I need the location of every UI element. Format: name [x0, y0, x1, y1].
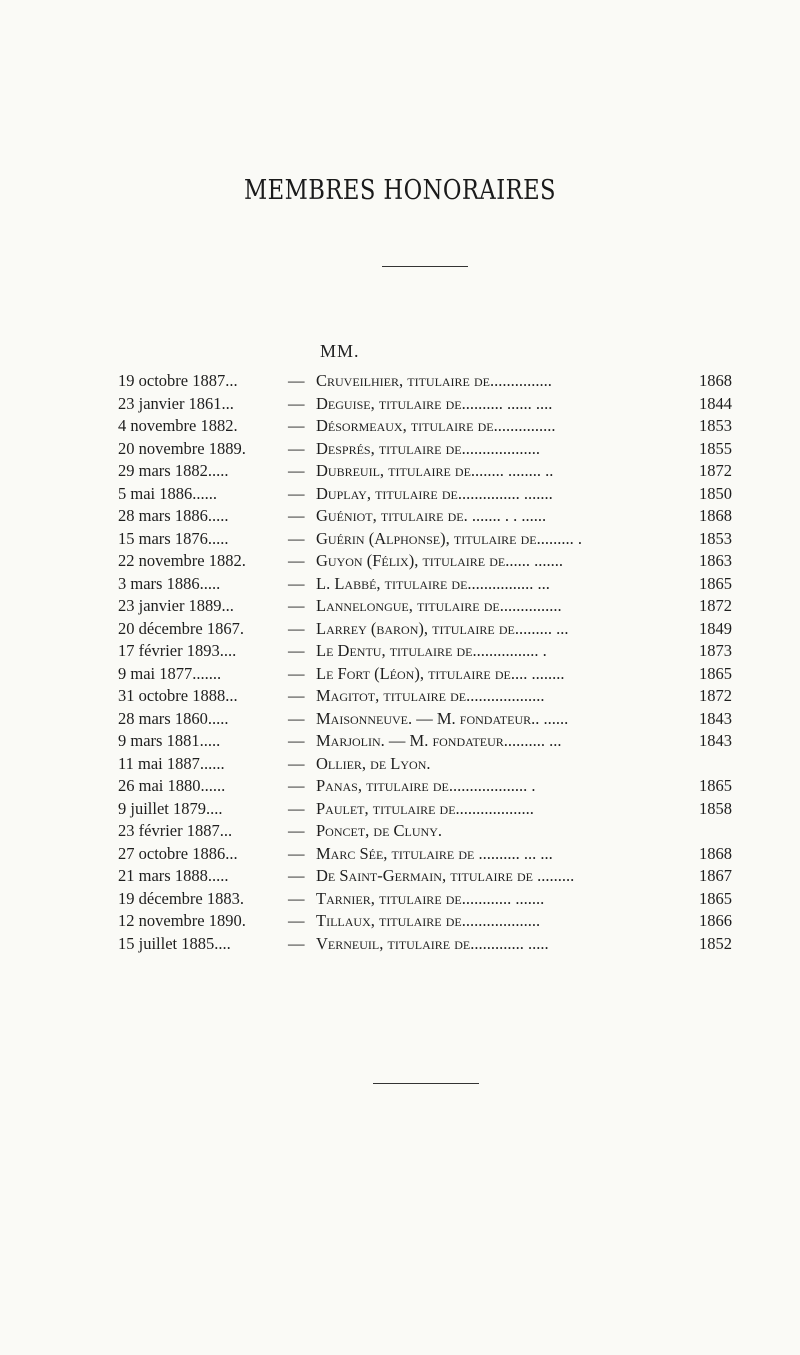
titular-year: 1865 — [699, 573, 732, 593]
member-row — [0, 573, 800, 596]
member-entry: Marc Sée, titulaire de .......... ... ... — [316, 843, 553, 863]
admission-date: 9 juillet 1879.... — [118, 798, 223, 818]
titular-year: 1855 — [699, 438, 732, 458]
admission-date: 20 décembre 1867. — [118, 618, 244, 638]
member-row — [0, 865, 800, 888]
member-entry: Tillaux, titulaire de................... — [316, 911, 541, 930]
separator-dash: — — [288, 663, 305, 683]
member-row — [0, 933, 800, 956]
member-entry: Le Fort (Léon), titulaire de.... ........ — [316, 663, 565, 683]
member-row — [0, 438, 800, 461]
separator-dash: — — [288, 506, 305, 525]
member-row — [0, 550, 800, 573]
member-entry: Tarnier, titulaire de............ ....... — [316, 888, 545, 908]
member-row — [0, 843, 800, 866]
member-row — [0, 775, 800, 798]
member-entry: Panas, titulaire de................... . — [316, 776, 536, 795]
separator-dash: — — [288, 821, 305, 840]
admission-date: 31 octobre 1888... — [118, 686, 238, 705]
separator-dash: — — [288, 461, 305, 480]
separator-dash: — — [288, 731, 305, 750]
admission-date: 19 décembre 1883. — [118, 888, 244, 908]
member-row — [0, 415, 800, 438]
member-entry: Paulet, titulaire de................... — [316, 798, 534, 818]
titular-year: 1844 — [699, 393, 732, 413]
member-entry: Lannelongue, titulaire de............... — [316, 596, 562, 615]
admission-date: 26 mai 1880...... — [118, 776, 226, 795]
member-row — [0, 910, 800, 933]
titular-year: 1865 — [699, 888, 732, 908]
member-entry: Marjolin. — M. fondateur.......... ... — [316, 731, 562, 750]
member-row — [0, 798, 800, 821]
member-entry: Guéniot, titulaire de. ....... . . ...... — [316, 506, 547, 525]
separator-dash: — — [288, 393, 305, 413]
separator-dash: — — [288, 776, 305, 795]
member-row — [0, 753, 800, 776]
member-entry: Deguise, titulaire de.......... ...... .... — [316, 393, 553, 413]
member-row — [0, 595, 800, 618]
separator-dash: — — [288, 753, 305, 773]
member-entry: Maisonneuve. — M. fondateur.. ...... — [316, 708, 569, 728]
titular-year: 1843 — [699, 731, 732, 750]
member-entry: Cruveilhier, titulaire de............... — [316, 371, 552, 390]
titular-year: 1858 — [699, 798, 732, 818]
admission-date: 23 janvier 1889... — [118, 596, 234, 615]
separator-dash: — — [288, 573, 305, 593]
titular-year: 1872 — [699, 461, 732, 480]
admission-date: 9 mai 1877....... — [118, 663, 222, 683]
titular-year: 1852 — [699, 933, 732, 953]
admission-date: 22 novembre 1882. — [118, 551, 246, 570]
separator-dash: — — [288, 596, 305, 615]
member-entry: L. Labbé, titulaire de................ ... — [316, 573, 550, 593]
page-title: MEMBRES HONORAIRES — [243, 175, 557, 206]
admission-date: 17 février 1893.... — [118, 641, 237, 660]
admission-date: 11 mai 1887...... — [118, 753, 225, 773]
member-row — [0, 528, 800, 551]
titular-year: 1868 — [699, 371, 732, 390]
separator-dash: — — [288, 843, 305, 863]
titular-year: 1865 — [699, 663, 732, 683]
titular-year: 1843 — [699, 708, 732, 728]
member-row — [0, 505, 800, 528]
titular-year: 1867 — [699, 866, 732, 885]
admission-date: 4 novembre 1882. — [118, 416, 238, 435]
titular-year: 1850 — [699, 483, 732, 503]
separator-dash: — — [288, 371, 305, 390]
member-row — [0, 730, 800, 753]
separator-dash: — — [288, 528, 305, 548]
titular-year: 1868 — [699, 843, 732, 863]
member-entry: Ollier, de Lyon. — [316, 753, 431, 773]
admission-date: 21 mars 1888..... — [118, 866, 229, 885]
titular-year: 1849 — [699, 618, 732, 638]
titular-year: 1868 — [699, 506, 732, 525]
separator-dash: — — [288, 438, 305, 458]
admission-date: 9 mars 1881..... — [118, 731, 221, 750]
admission-date: 19 octobre 1887... — [118, 371, 238, 390]
member-row — [0, 663, 800, 686]
separator-dash: — — [288, 416, 305, 435]
admission-date: 15 mars 1876..... — [118, 528, 229, 548]
member-row — [0, 370, 800, 393]
admission-date: 29 mars 1882..... — [118, 461, 229, 480]
titular-year: 1865 — [699, 776, 732, 795]
separator-dash: — — [288, 551, 305, 570]
member-row — [0, 888, 800, 911]
admission-date: 15 juillet 1885.... — [118, 933, 231, 953]
separator-dash: — — [288, 641, 305, 660]
member-entry: Guyon (Félix), titulaire de...... ....... — [316, 551, 563, 570]
member-entry: Després, titulaire de................... — [316, 438, 540, 458]
separator-dash: — — [288, 933, 305, 953]
member-row — [0, 483, 800, 506]
titular-year: 1872 — [699, 686, 732, 705]
separator-dash: — — [288, 708, 305, 728]
separator-dash: — — [288, 483, 305, 503]
member-row — [0, 640, 800, 663]
member-row — [0, 685, 800, 708]
titular-year: 1866 — [699, 911, 732, 930]
separator-dash: — — [288, 911, 305, 930]
member-entry: Larrey (baron), titulaire de......... ... — [316, 618, 569, 638]
member-entry: Le Dentu, titulaire de................ . — [316, 641, 547, 660]
titular-year: 1873 — [699, 641, 732, 660]
member-entry: Dubreuil, titulaire de........ ........ .. — [316, 461, 554, 480]
admission-date: 23 janvier 1861... — [118, 393, 234, 413]
admission-date: 28 mars 1860..... — [118, 708, 229, 728]
titular-year: 1863 — [699, 551, 732, 570]
titular-year: 1853 — [699, 416, 732, 435]
separator-dash: — — [288, 618, 305, 638]
member-row — [0, 618, 800, 641]
admission-date: 23 février 1887... — [118, 821, 233, 840]
titular-year: 1853 — [699, 528, 732, 548]
member-list — [0, 370, 800, 955]
closing-rule — [373, 1083, 479, 1084]
separator-dash: — — [288, 866, 305, 885]
member-entry: Désormeaux, titulaire de............... — [316, 416, 556, 435]
member-entry: Guérin (Alphonse), titulaire de......... . — [316, 528, 583, 548]
admission-date: 5 mai 1886...... — [118, 483, 217, 503]
member-entry: Magitot, titulaire de................... — [316, 686, 545, 705]
admission-date: 12 novembre 1890. — [118, 911, 246, 930]
separator-dash: — — [288, 798, 305, 818]
member-row — [0, 393, 800, 416]
member-entry: Poncet, de Cluny. — [316, 821, 443, 840]
admission-date: 27 octobre 1886... — [118, 843, 238, 863]
titular-year: 1872 — [699, 596, 732, 615]
separator-dash: — — [288, 888, 305, 908]
member-entry: Duplay, titulaire de............... ....... — [316, 483, 553, 503]
admission-date: 3 mars 1886..... — [118, 573, 221, 593]
member-entry: Verneuil, titulaire de............. ..... — [316, 933, 549, 953]
member-entry: De Saint-Germain, titulaire de ......... — [316, 866, 575, 885]
admission-date: 20 novembre 1889. — [118, 438, 246, 458]
member-row — [0, 708, 800, 731]
admission-date: 28 mars 1886..... — [118, 506, 229, 525]
separator-dash: — — [288, 686, 305, 705]
salutation: MM. — [320, 341, 360, 361]
member-row — [0, 820, 800, 843]
title-rule — [382, 266, 468, 267]
member-row — [0, 460, 800, 483]
